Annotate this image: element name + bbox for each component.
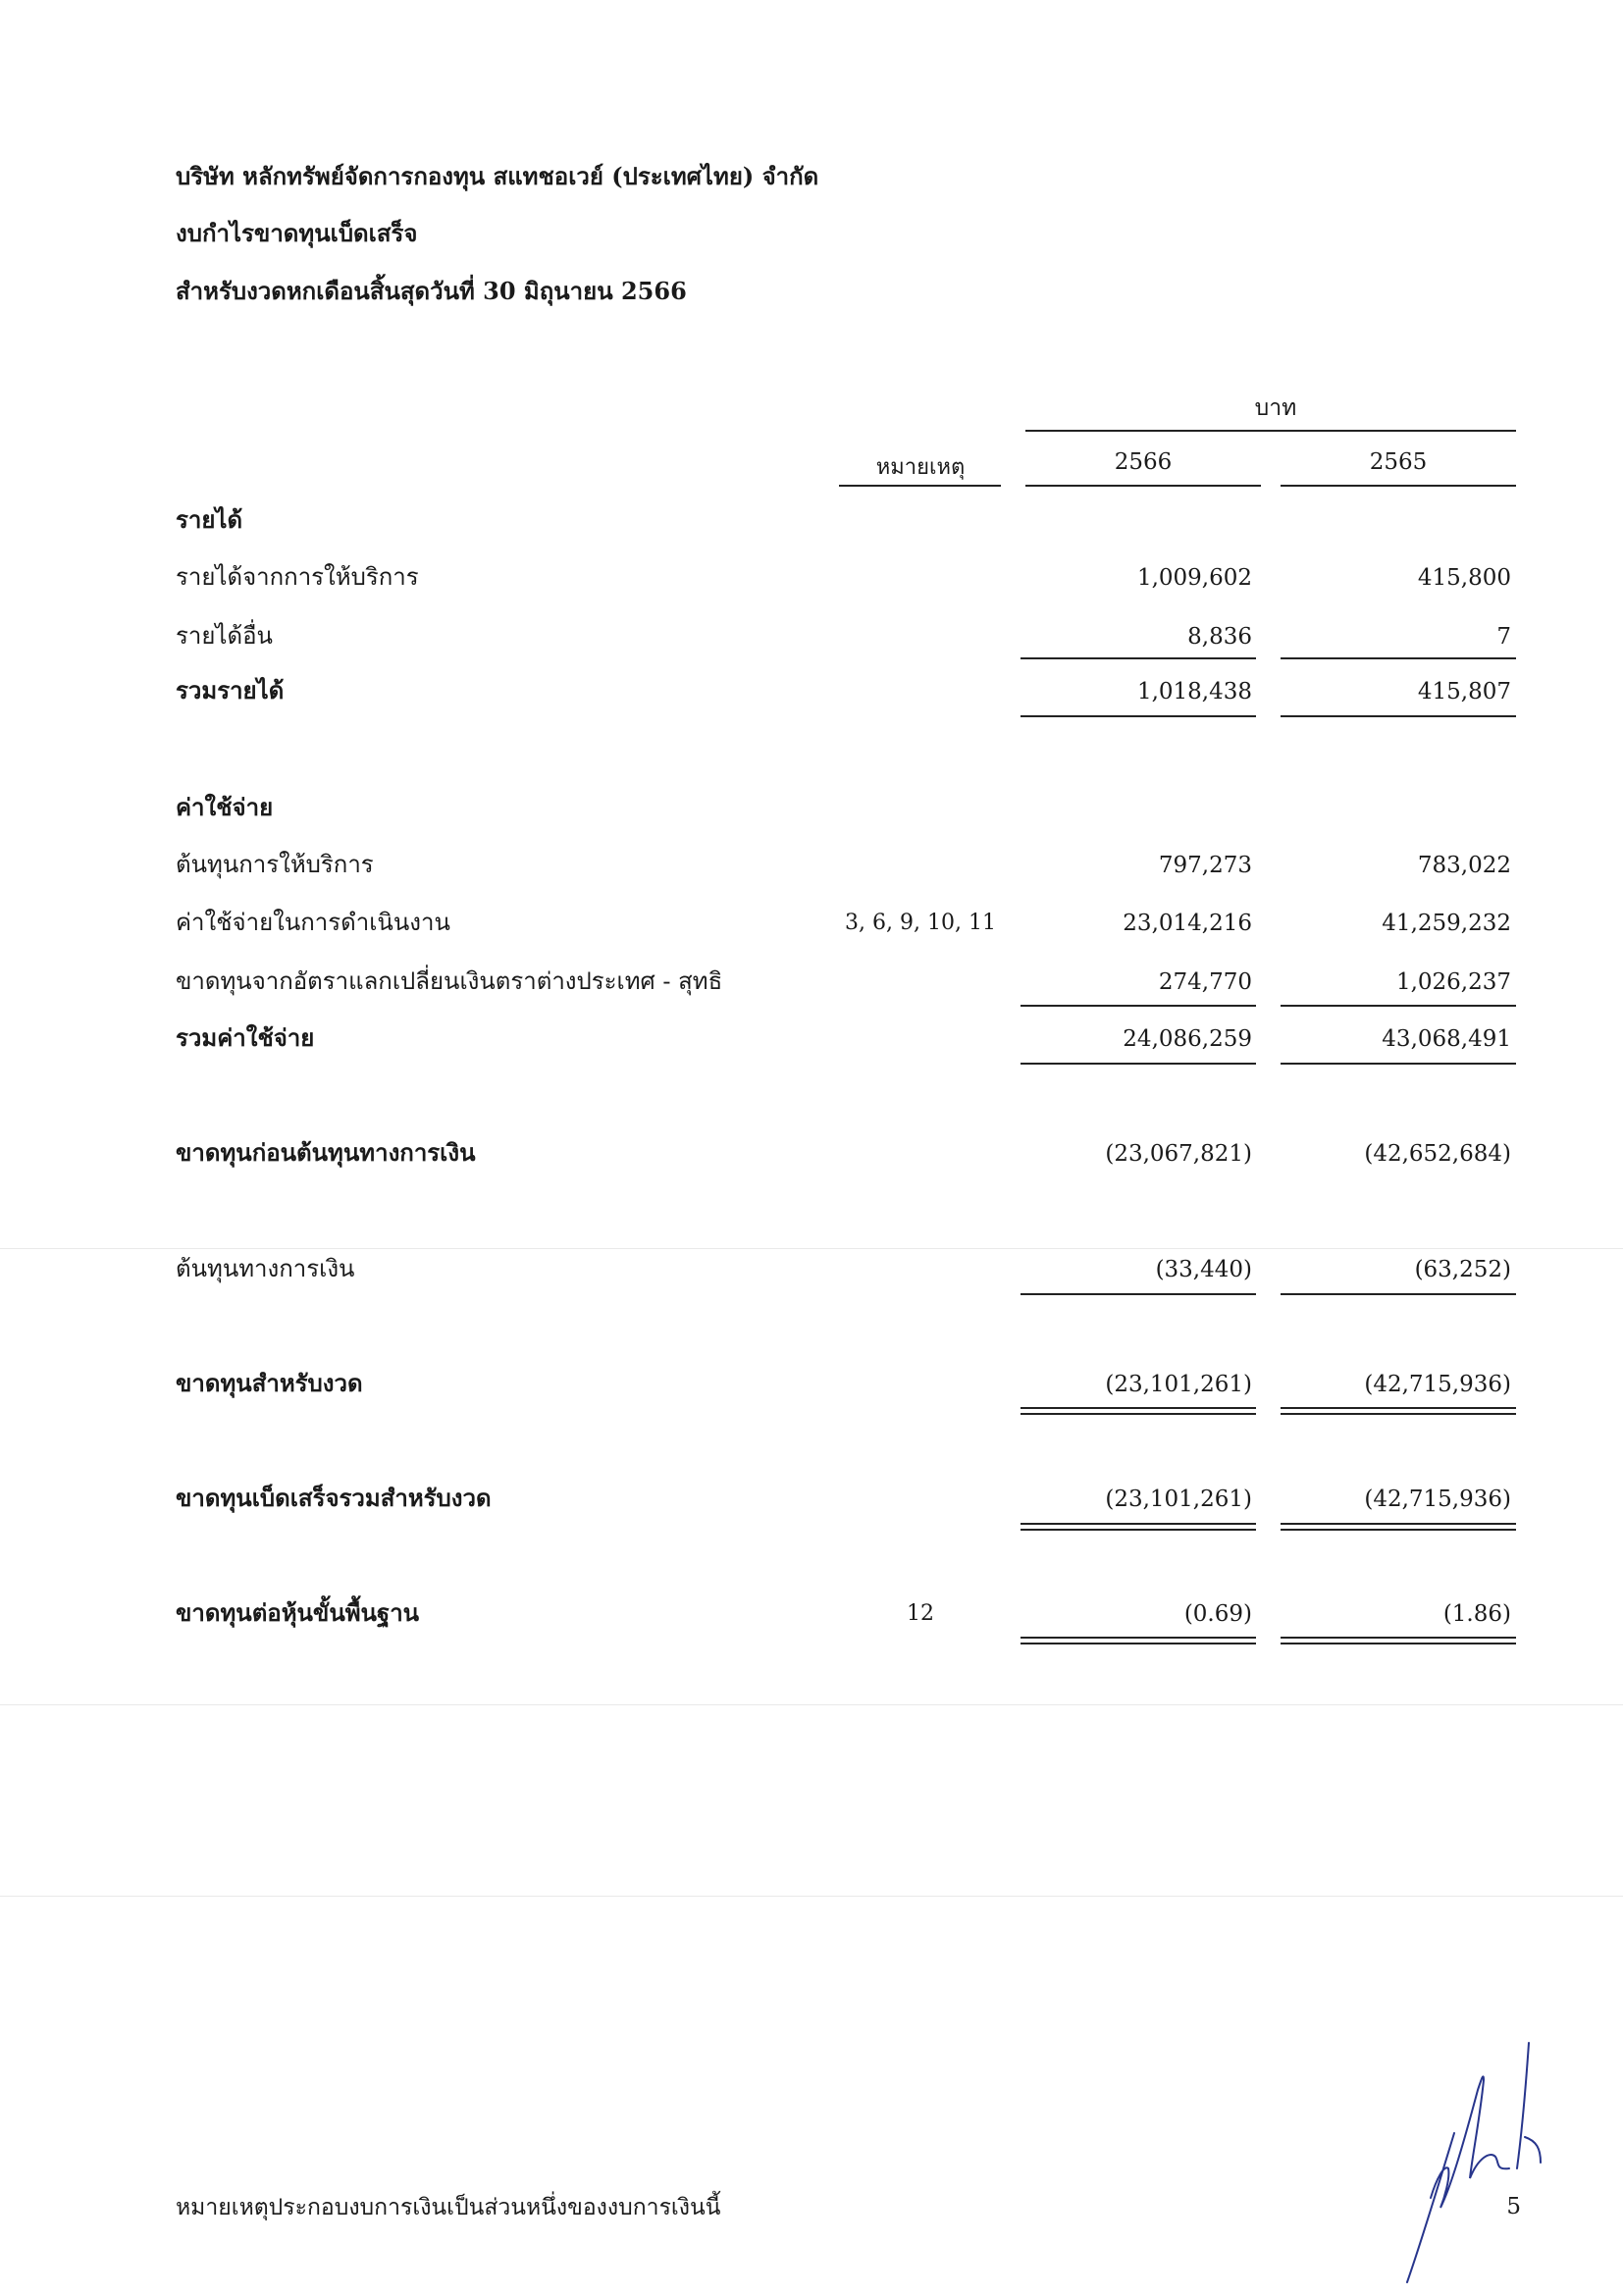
- scan-artifact-line: [0, 1896, 1623, 1897]
- loss-for-period-label: ขาดทุนสำหรับงวด: [176, 1369, 363, 1397]
- finance-cost-2565: (63,252): [1414, 1257, 1511, 1282]
- other-income-2566: 8,836: [1187, 624, 1252, 650]
- total-comprehensive-loss-2566: (23,101,261): [1105, 1487, 1252, 1512]
- loss-per-share-2566: (0.69): [1183, 1601, 1252, 1627]
- fx-loss-label: ขาดทุนจากอัตราแลกเปลี่ยนเงินตราต่างประเทศ - สุทธิ: [176, 967, 723, 995]
- loss-per-share-double-line-2566: [1021, 1637, 1256, 1644]
- loss-for-period-double-line-2566: [1021, 1407, 1256, 1415]
- loss-per-share-note: 12: [907, 1601, 934, 1626]
- company-name: บริษัท หลักทรัพย์จัดการกองทุน สแทชอเวย์ (ประเทศไทย) จำกัด: [176, 162, 819, 190]
- operating-expenses-label: ค่าใช้จ่ายในการดำเนินงาน: [176, 909, 450, 936]
- total-expenses-line-2565: [1281, 1063, 1516, 1065]
- operating-expenses-note: 3, 6, 9, 10, 11: [845, 911, 996, 935]
- total-comprehensive-loss-double-line-2566: [1021, 1523, 1256, 1531]
- finance-cost-label: ต้นทุนทางการเงิน: [176, 1255, 355, 1282]
- loss-for-period-2565: (42,715,936): [1364, 1372, 1511, 1397]
- fx-loss-2565: 1,026,237: [1395, 969, 1511, 995]
- note-column-header: หมายเหตุ: [875, 455, 966, 480]
- other-income-label: รายได้อื่น: [176, 622, 273, 650]
- finance-cost-2566: (33,440): [1155, 1257, 1252, 1282]
- total-expenses-label: รวมค่าใช้จ่าย: [176, 1023, 315, 1052]
- loss-for-period-double-line-2565: [1281, 1407, 1516, 1415]
- loss-per-share-label: ขาดทุนต่อหุ้นขั้นพื้นฐาน: [176, 1598, 420, 1627]
- total-revenue-line-2566: [1021, 715, 1256, 717]
- expenses-subtotal-line-2566: [1021, 1005, 1256, 1007]
- cost-of-service-label: ต้นทุนการให้บริการ: [176, 851, 374, 878]
- statement-title: งบกำไรขาดทุนเบ็ดเสร็จ: [176, 219, 418, 247]
- total-expenses-2565: 43,068,491: [1382, 1026, 1511, 1052]
- year-2565-header: 2565: [1369, 449, 1428, 475]
- signature-mark: [1393, 2031, 1570, 2296]
- service-revenue-label: รายได้จากการให้บริการ: [176, 563, 419, 591]
- cost-of-service-2566: 797,273: [1158, 853, 1252, 878]
- total-expenses-2566: 24,086,259: [1123, 1026, 1252, 1052]
- currency-label: บาท: [1254, 395, 1297, 421]
- other-income-2565: 7: [1496, 624, 1511, 650]
- total-expenses-line-2566: [1021, 1063, 1256, 1065]
- page-number: 5: [1506, 2194, 1521, 2219]
- year-2566-underline: [1025, 485, 1261, 487]
- revenue-subtotal-line-2565: [1281, 657, 1516, 659]
- total-comprehensive-loss-2565: (42,715,936): [1364, 1487, 1511, 1512]
- cost-of-service-2565: 783,022: [1417, 853, 1511, 878]
- total-revenue-line-2565: [1281, 715, 1516, 717]
- expenses-subtotal-line-2565: [1281, 1005, 1516, 1007]
- expenses-heading: ค่าใช้จ่าย: [176, 793, 274, 821]
- loss-before-finance-2566: (23,067,821): [1105, 1141, 1252, 1167]
- loss-per-share-double-line-2565: [1281, 1637, 1516, 1644]
- total-comprehensive-loss-label: ขาดทุนเบ็ดเสร็จรวมสำหรับงวด: [176, 1484, 492, 1512]
- service-revenue-2566: 1,009,602: [1136, 565, 1252, 591]
- total-revenue-2566: 1,018,438: [1136, 679, 1252, 704]
- loss-before-finance-label: ขาดทุนก่อนต้นทุนทางการเงิน: [176, 1138, 476, 1167]
- operating-expenses-2566: 23,014,216: [1123, 911, 1252, 936]
- finance-cost-line-2565: [1281, 1293, 1516, 1295]
- loss-before-finance-2565: (42,652,684): [1364, 1141, 1511, 1167]
- revenue-subtotal-line-2566: [1021, 657, 1256, 659]
- total-comprehensive-loss-double-line-2565: [1281, 1523, 1516, 1531]
- currency-underline: [1025, 430, 1516, 432]
- service-revenue-2565: 415,800: [1417, 565, 1511, 591]
- note-header-underline: [839, 485, 1001, 487]
- footer-note: หมายเหตุประกอบงบการเงินเป็นส่วนหนึ่งของงบการเงินนี้: [176, 2195, 721, 2220]
- loss-per-share-2565: (1.86): [1442, 1601, 1511, 1627]
- finance-cost-line-2566: [1021, 1293, 1256, 1295]
- statement-period: สำหรับงวดหกเดือนสิ้นสุดวันที่ 30 มิถุนายน 2566: [176, 277, 687, 305]
- fx-loss-2566: 274,770: [1158, 969, 1252, 995]
- year-2565-underline: [1281, 485, 1516, 487]
- total-revenue-label: รวมรายได้: [176, 676, 285, 704]
- year-2566-header: 2566: [1114, 449, 1173, 475]
- scan-artifact-line: [0, 1704, 1623, 1705]
- revenue-heading: รายได้: [176, 505, 243, 534]
- operating-expenses-2565: 41,259,232: [1382, 911, 1511, 936]
- loss-for-period-2566: (23,101,261): [1105, 1372, 1252, 1397]
- total-revenue-2565: 415,807: [1417, 679, 1511, 704]
